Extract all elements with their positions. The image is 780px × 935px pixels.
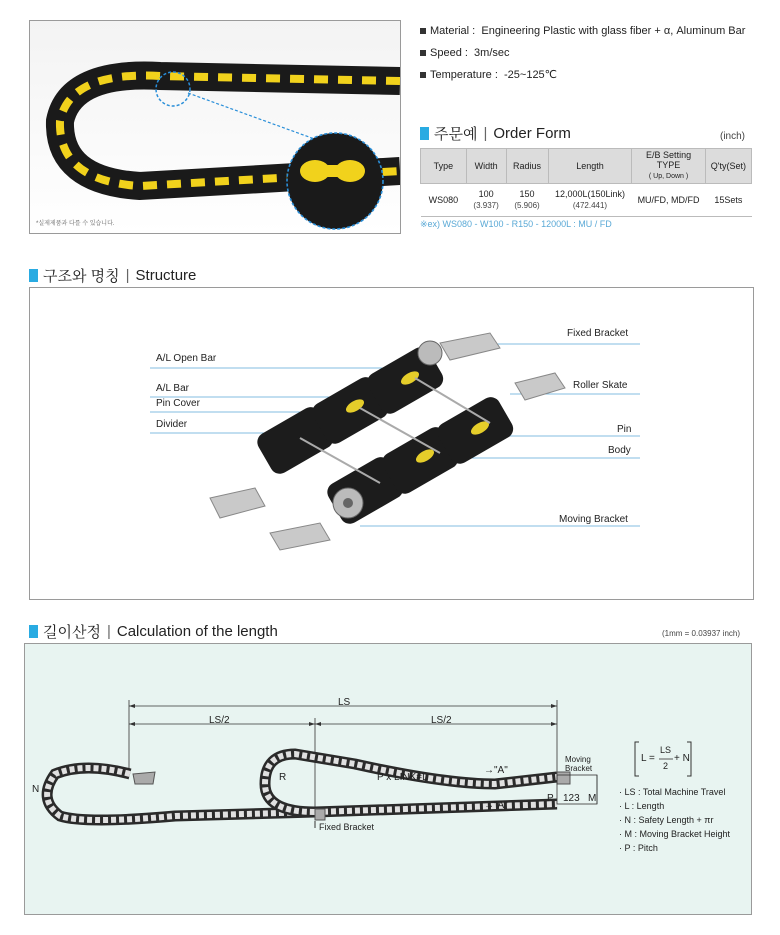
cell-radius: 150 (5.906) — [506, 184, 548, 217]
dim-ls: LS — [338, 697, 351, 708]
label-m: M — [588, 793, 597, 804]
legend-item: · M : Moving Bracket Height — [619, 829, 731, 839]
legend-item: · LS : Total Machine Travel — [619, 787, 726, 797]
col-width: Width — [466, 149, 506, 184]
label-body: Body — [608, 445, 631, 456]
formula-numerator: LS — [660, 745, 672, 755]
bullet-icon — [420, 72, 426, 78]
structure-heading: 구조와 명칭 | Structure — [29, 265, 196, 286]
label-height-123: 123 — [563, 793, 580, 804]
order-example: ※ex) WS080 - W100 - R150 - 12000L : MU / FD — [420, 219, 612, 229]
cell-width: 100 (3.937) — [466, 184, 506, 217]
legend-item: · P : Pitch — [619, 843, 658, 853]
label-al-bar: A/L Bar — [156, 383, 189, 394]
legend-list — [619, 785, 730, 855]
formula-lhs: L = — [641, 753, 655, 764]
label-n: N — [32, 784, 40, 795]
dim-ls-half-right: LS/2 — [431, 715, 452, 726]
spec-speed: Speed : 3m/sec — [420, 42, 765, 64]
product-photo — [29, 20, 401, 234]
calculation-diagram — [24, 643, 752, 915]
label-al-open-bar: A/L Open Bar — [156, 353, 217, 364]
col-type: Type — [421, 149, 467, 184]
order-form-unit: (inch) — [720, 131, 746, 142]
label-p: P — [547, 793, 554, 804]
label-r: R — [279, 772, 287, 783]
label-p-link: P x LINK=L — [377, 772, 428, 783]
bullet-icon — [420, 50, 426, 56]
section-a-marker-bottom: →"A" — [484, 800, 508, 811]
order-form-table — [420, 148, 752, 217]
order-form-heading: 주문예 | Order Form — [420, 123, 571, 144]
cell-type: WS080 — [421, 184, 467, 217]
label-pin: Pin — [617, 424, 632, 435]
col-qty: Q'ty(Set) — [705, 149, 751, 184]
cell-eb-setting: MU/FD, MD/FD — [632, 184, 705, 217]
cable-chain-photo-illustration — [30, 21, 400, 233]
label-divider: Divider — [156, 419, 188, 430]
calculation-heading: 길이산정 | Calculation of the length — [29, 621, 278, 642]
cell-qty: 15Sets — [705, 184, 751, 217]
table-row — [421, 184, 752, 217]
col-eb-setting: E/B Setting TYPE ( Up, Down ) — [632, 149, 705, 184]
photo-disclaimer: *실제제품과 다를 수 있습니다. — [36, 221, 115, 227]
section-marker-icon — [29, 625, 38, 638]
section-a-marker-top: →"A" — [484, 765, 508, 776]
calculation-unit: (1mm = 0.03937 inch) — [662, 629, 741, 638]
spec-material: Material : Engineering Plastic with glass fiber + α, Aluminum Bar — [420, 20, 765, 42]
col-length: Length — [548, 149, 632, 184]
label-fixed-bracket: Fixed Bracket — [567, 328, 629, 339]
order-form-table-wrap — [420, 148, 752, 217]
legend-item: · N : Safety Length + πr — [619, 815, 714, 825]
bullet-icon — [420, 28, 426, 34]
section-marker-icon — [420, 127, 429, 140]
label-moving-bracket: Moving Bracket — [559, 514, 628, 525]
label-pin-cover: Pin Cover — [156, 398, 200, 409]
cell-length: 12,000L(150Link) (472.441) — [548, 184, 632, 217]
legend-item: · L : Length — [619, 801, 665, 811]
label-roller-skate: Roller Skate — [573, 380, 628, 391]
dim-ls-half-left: LS/2 — [209, 715, 230, 726]
section-marker-icon — [29, 269, 38, 282]
formula-denominator: 2 — [663, 761, 669, 771]
spec-list — [420, 20, 765, 86]
formula-rhs: + N — [674, 753, 690, 764]
structure-illustration — [30, 288, 753, 599]
spec-temperature: Temperature : -25~125℃ — [420, 64, 765, 86]
col-radius: Radius — [506, 149, 548, 184]
label-fixed-bracket: Fixed Bracket — [319, 822, 375, 832]
table-header-row — [421, 149, 752, 184]
structure-diagram — [29, 287, 754, 600]
label-moving-bracket: Moving Bracket — [565, 755, 593, 773]
